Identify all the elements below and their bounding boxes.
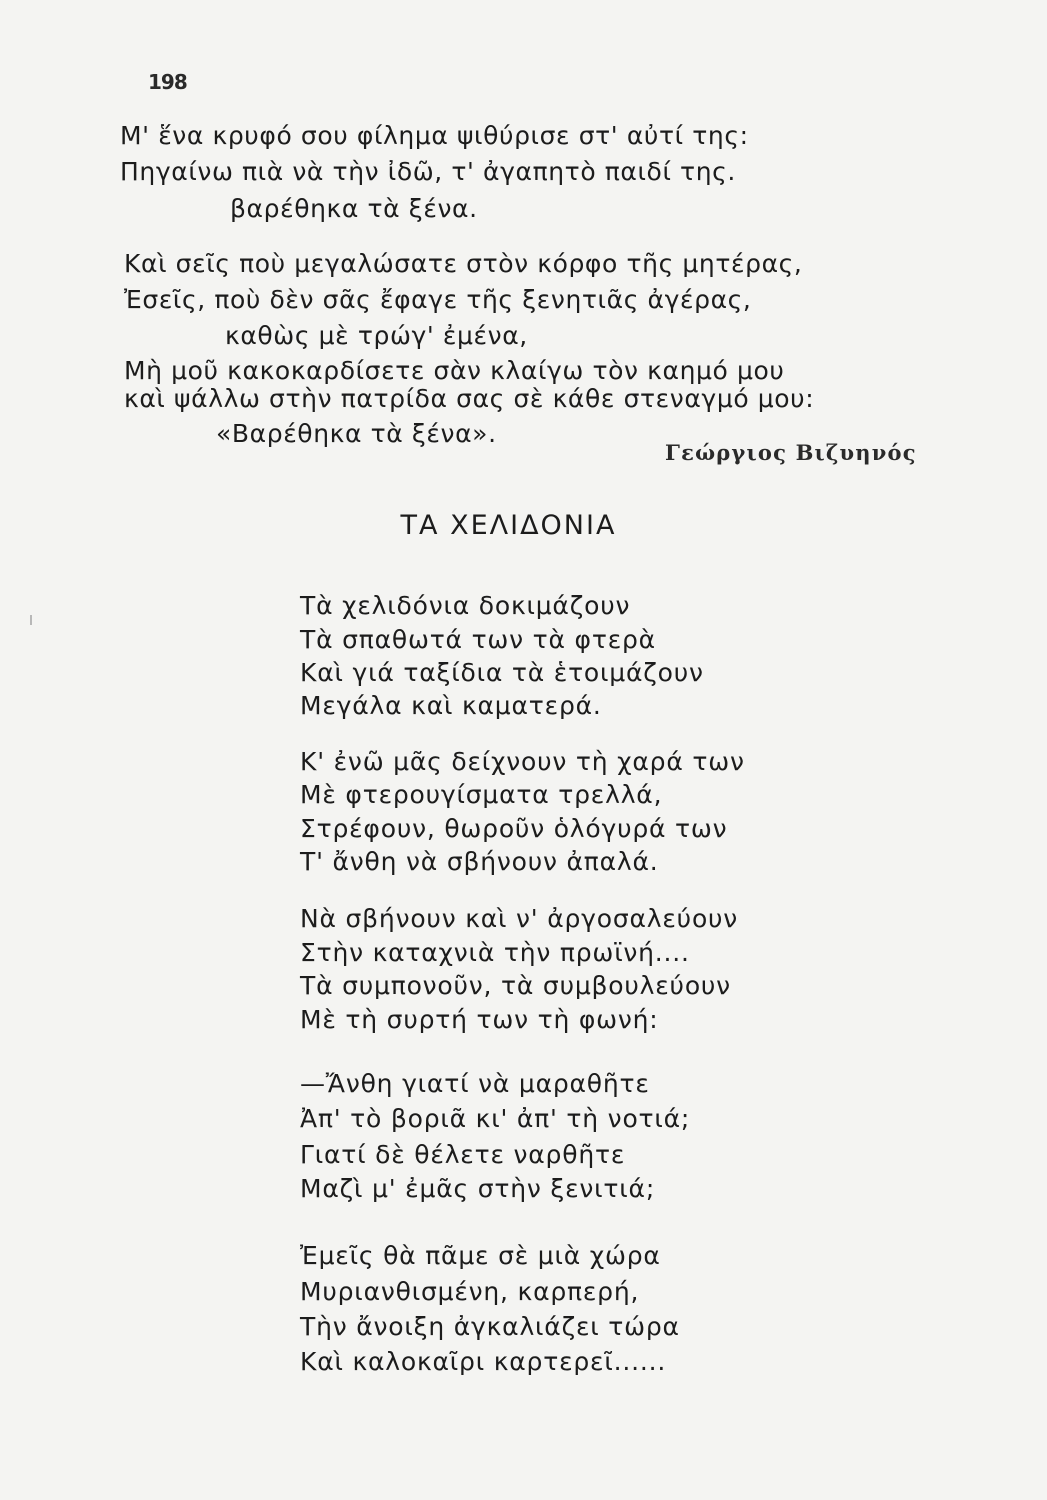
poem-title: ΤΑ ΧΕΛΙΔΟΝΙΑ <box>400 510 617 541</box>
poem-line: βαρέθηκα τὰ ξένα. <box>230 194 478 223</box>
poem-line: Γιατί δὲ θέλετε ναρθῆτε <box>300 1140 626 1169</box>
poem-line: Μὲ φτερουγίσματα τρελλά, <box>300 780 663 809</box>
poem-line: Μαζὶ μ' ἐμᾶς στὴν ξενιτιά; <box>300 1174 656 1203</box>
poem-line: Καὶ σεῖς ποὺ μεγαλώσατε στὸν κόρφο τῆς μητέρας, <box>124 249 803 278</box>
poem-line: Καὶ καλοκαῖρι καρτερεῖ...... <box>300 1347 667 1376</box>
poem-line: —Ἄνθη γιατί νὰ μαραθῆτε <box>300 1069 650 1098</box>
poem-line: Καὶ γιά ταξίδια τὰ ἑτοιμάζουν <box>300 658 704 687</box>
poem-line: Τὴν ἄνοιξη ἀγκαλιάζει τώρα <box>300 1312 680 1341</box>
poem-line: καὶ ψάλλω στὴν πατρίδα σας σὲ κάθε στεναγμό μου: <box>124 384 815 413</box>
poem-line: Στρέφουν, θωροῦν ὁλόγυρά των <box>300 814 728 843</box>
poem-line: Τὰ συμπονοῦν, τὰ συμβουλεύουν <box>300 971 731 1000</box>
poem-line: Μεγάλα καὶ καματερά. <box>300 691 602 720</box>
page-number: 198 <box>148 70 187 94</box>
poem-line: Ἀπ' τὸ βοριᾶ κι' ἀπ' τὴ νοτιά; <box>300 1104 691 1133</box>
poem-line: Νὰ σβήνουν καὶ ν' ἀργοσαλεύουν <box>300 904 739 933</box>
poem-line: Πηγαίνω πιὰ νὰ τὴν ἰδῶ, τ' ἀγαπητὸ παιδί της. <box>120 157 736 186</box>
poem-line: Μ' ἕνα κρυφό σου φίλημα ψιθύρισε στ' αὐτί της: <box>120 121 749 150</box>
poem-line: Μὴ μοῦ κακοκαρδίσετε σὰν κλαίγω τὸν καημό μου <box>124 356 785 385</box>
poem-line: Κ' ἐνῶ μᾶς δείχνουν τὴ χαρά των <box>300 747 745 776</box>
poem-line: Ἐσεῖς, ποὺ δὲν σᾶς ἔφαγε τῆς ξενητιᾶς ἀγέρας, <box>124 285 752 314</box>
poem-line: Στὴν καταχνιὰ τὴν πρωϊνή.... <box>300 938 690 967</box>
poem-line: Τὰ χελιδόνια δοκιμάζουν <box>300 591 631 620</box>
poem-line: Μυριανθισμένη, καρπερή, <box>300 1277 640 1306</box>
poem-line: Ἐμεῖς θὰ πᾶμε σὲ μιὰ χώρα <box>300 1241 661 1270</box>
author-signature: Γεώργιος Βιζυηνός <box>665 440 917 465</box>
poem-line: καθὼς μὲ τρώγ' ἐμένα, <box>225 321 528 350</box>
poem-line: «Βαρέθηκα τὰ ξένα». <box>216 419 497 448</box>
poem-line: Μὲ τὴ συρτή των τὴ φωνή: <box>300 1005 659 1034</box>
margin-mark <box>30 615 32 625</box>
poem-line: Τ' ἄνθη νὰ σβήνουν ἀπαλά. <box>300 847 659 876</box>
poem-line: Τὰ σπαθωτά των τὰ φτερὰ <box>300 625 656 654</box>
